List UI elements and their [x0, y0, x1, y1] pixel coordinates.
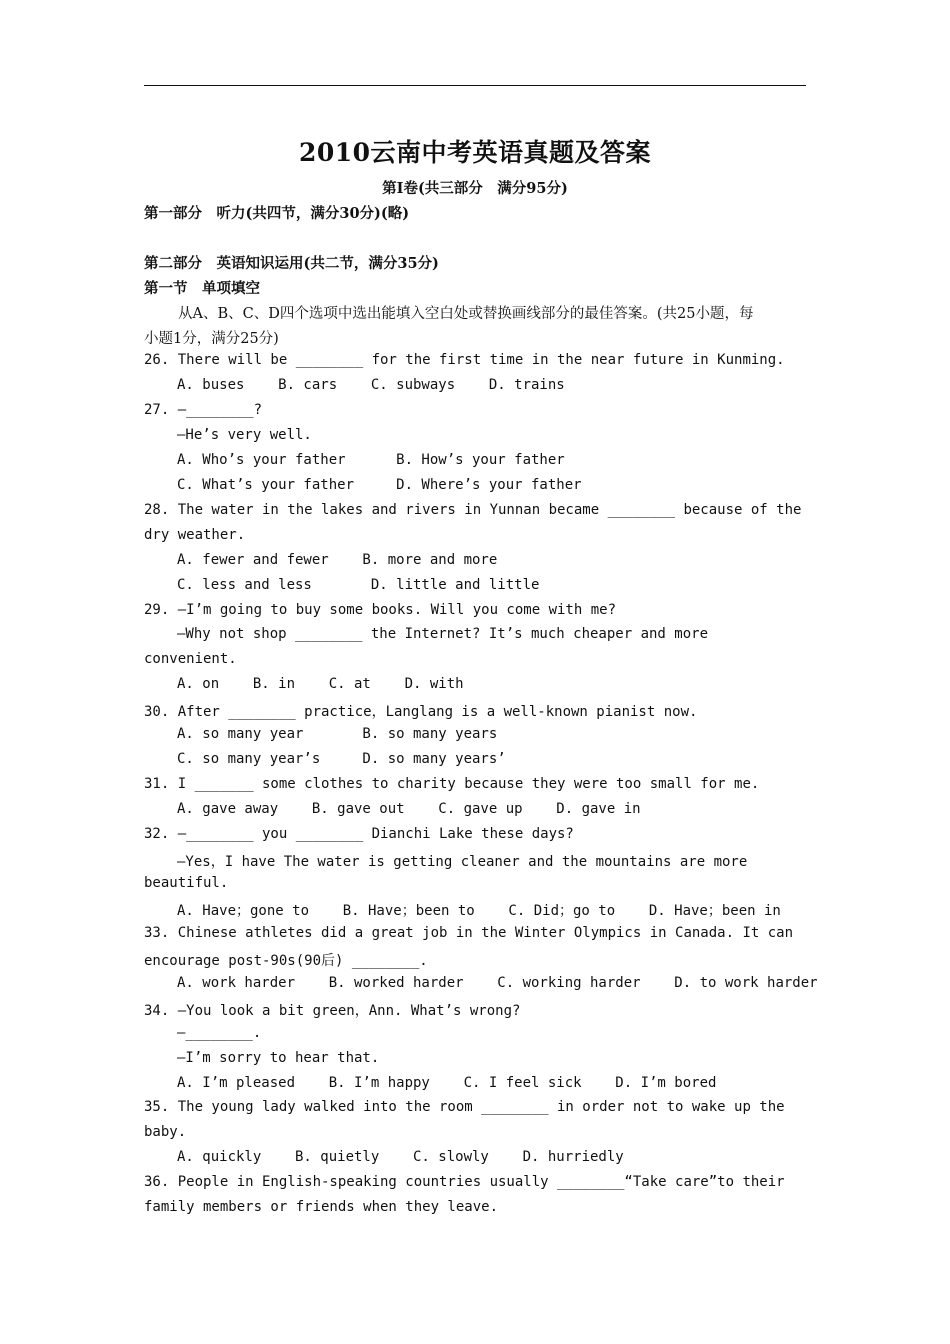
option-line: A. fewer and fewer B. more and more	[177, 552, 498, 568]
part-one-heading: 第一部分 听力(共四节，满分30分)(略)	[144, 205, 410, 222]
question-continuation: baby.	[144, 1124, 187, 1140]
dialogue-line: —He’s very well.	[177, 427, 312, 443]
dialogue-line: —Yes，I have The water is getting cleaner and the mountains are more	[177, 854, 748, 870]
option-line: A. buses B. cars C. subways D. trains	[177, 377, 565, 393]
section-one-heading: 第一节 单项填空	[144, 280, 260, 297]
question-line: 30. After ________ practice，Langlang is a well-known pianist now.	[144, 704, 698, 720]
part-two-heading: 第二部分 英语知识运用(共二节，满分35分)	[144, 255, 439, 272]
question-line: 33. Chinese athletes did a great job in the Winter Olympics in Canada. It can	[144, 925, 794, 941]
dialogue-line: —Why not shop ________ the Internet? It’s much cheaper and more	[177, 626, 709, 642]
question-line: 36. People in English-speaking countries usually ________“Take care”to their	[144, 1174, 785, 1190]
question-line: 32. —________ you ________ Dianchi Lake these days?	[144, 826, 574, 842]
option-line: A. Have；gone to B. Have；been to C. Did；go to D. Have；been in	[177, 903, 781, 919]
option-line: A. work harder B. worked harder C. working harder D. to work harder	[177, 975, 818, 991]
question-line: 29. —I’m going to buy some books. Will you come with me?	[144, 602, 617, 618]
option-line: A. Who’s your father B. How’s your father	[177, 452, 565, 468]
paper-subtitle: 第Ⅰ卷(共三部分 满分95分)	[382, 180, 568, 197]
dialogue-line: —I’m sorry to hear that.	[177, 1050, 380, 1066]
header-rule	[144, 85, 806, 86]
question-continuation: dry weather.	[144, 527, 246, 543]
dialogue-line: —________.	[177, 1025, 262, 1041]
question-continuation: family members or friends when they leave.	[144, 1199, 499, 1215]
option-line: C. less and less D. little and little	[177, 577, 540, 593]
question-continuation: convenient.	[144, 651, 237, 667]
option-line: A. so many year B. so many years	[177, 726, 498, 742]
question-line: 34. —You look a bit green，Ann. What’s wrong?	[144, 1003, 521, 1019]
option-line: A. quickly B. quietly C. slowly D. hurriedly	[177, 1149, 624, 1165]
option-line: A. gave away B. gave out C. gave up D. gave in	[177, 801, 641, 817]
question-line: 27. —________?	[144, 402, 263, 418]
option-line: A. on B. in C. at D. with	[177, 676, 464, 692]
option-line: C. What’s your father D. Where’s your father	[177, 477, 582, 493]
question-line: 35. The young lady walked into the room ________ in order not to wake up the	[144, 1099, 785, 1115]
question-continuation: beautiful.	[144, 875, 229, 891]
option-line: C. so many year’s D. so many years’	[177, 751, 506, 767]
question-line: 31. I _______ some clothes to charity because they were too small for me.	[144, 776, 760, 792]
question-line: 28. The water in the lakes and rivers in Yunnan became ________ because of the	[144, 502, 802, 518]
option-line: A. I’m pleased B. I’m happy C. I feel sick D. I’m bored	[177, 1075, 717, 1091]
question-continuation: encourage post-90s(90后) ________.	[144, 953, 428, 969]
instruction-line-2: 小题1分，满分25分)	[144, 331, 279, 347]
instruction-line-1: 从A、B、C、D四个选项中选出能填入空白处或替换画线部分的最佳答案。(共25小题，每	[178, 306, 754, 322]
question-line: 26. There will be ________ for the first time in the near future in Kunming.	[144, 352, 785, 368]
document-title: 2010云南中考英语真题及答案	[298, 138, 652, 167]
